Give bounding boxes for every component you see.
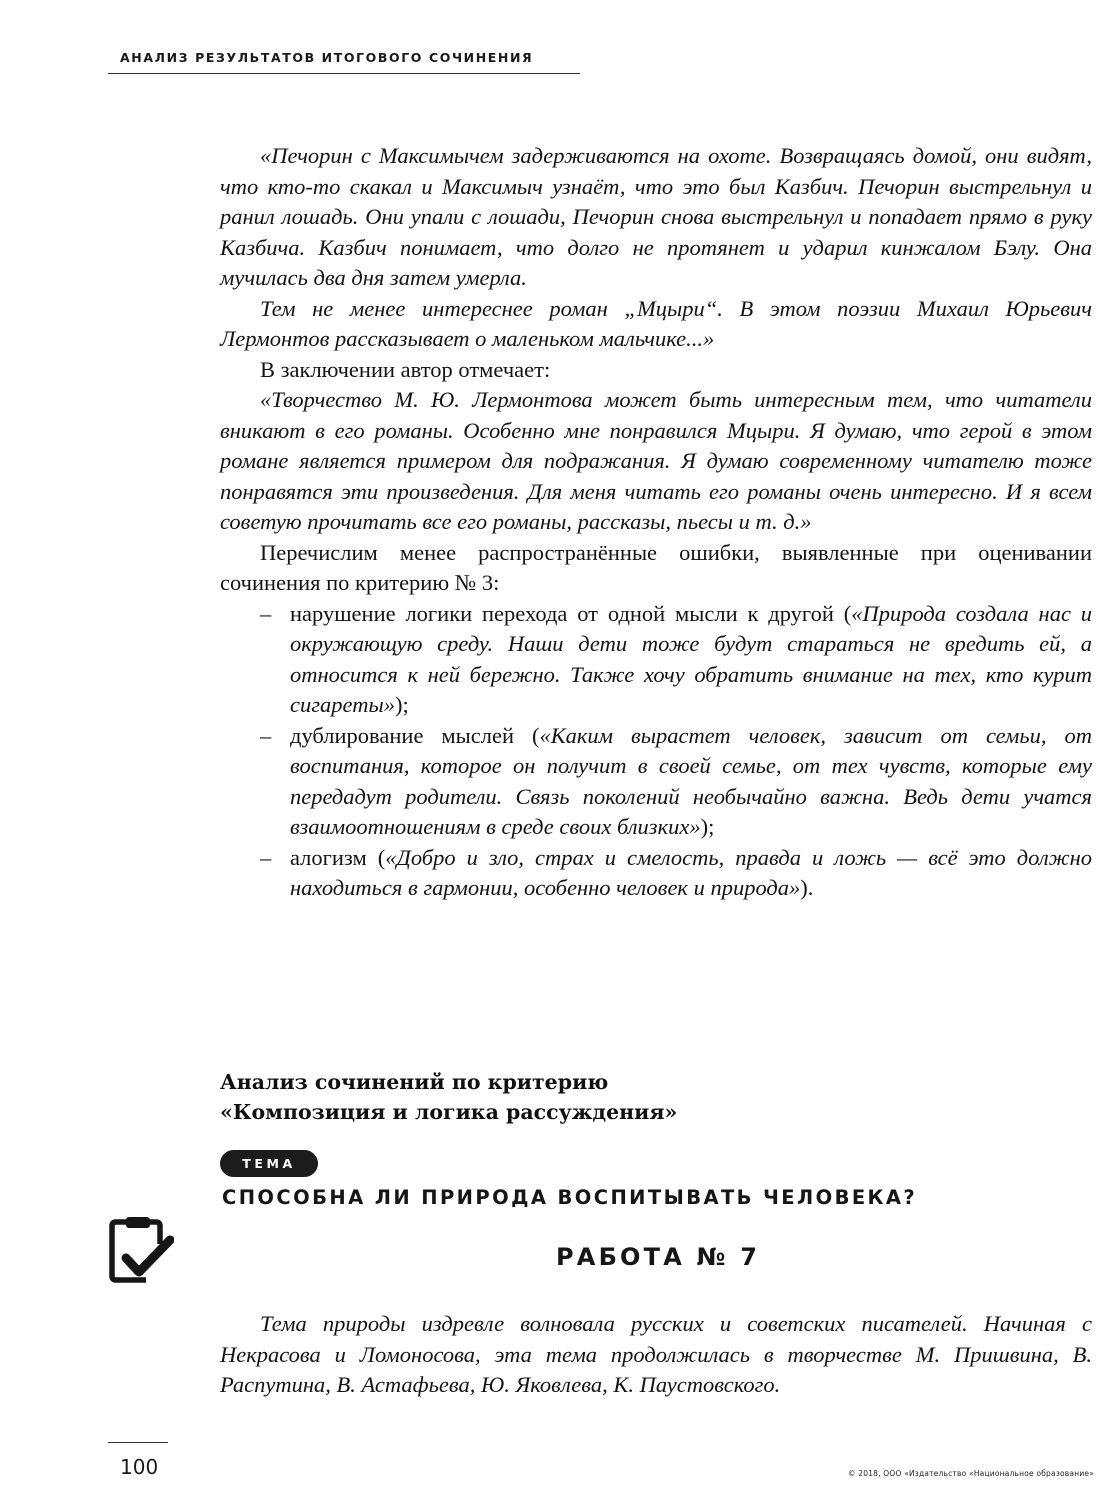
error-example: «Каким вырастет человек, зависит от семьи, от воспитания, которое он получит в своей семье, от тех чувств, которые ему передадут родители. Связь поколений необычайно важна. Ведь дети учатся взаимоотношениям в среде своих близких» (290, 722, 1092, 839)
error-item-alogism (220, 843, 1092, 904)
quoted-essay-fragment (220, 141, 1092, 904)
list-dash: – (260, 600, 272, 626)
work-text (220, 1309, 1092, 1401)
header-divider (108, 73, 580, 74)
section-heading (220, 1067, 920, 1127)
conclusion-quote: «Творчество М. Ю. Лермонтова может быть интересным тем, что читатели вникают в его романы. Особенно мне понравился Мцыри. Я думаю, что герой в этом романе является примером для подражания. Я думаю современному читателю тоже понравятся эти произведения. Для меня читать его романы очень интересно. И я всем советую прочитать все его романы, рассказы, пьесы и т. д.» (220, 387, 1092, 534)
running-header: АНАЛИЗ РЕЗУЛЬТАТОВ ИТОГОВОГО СОЧИНЕНИЯ (120, 50, 534, 65)
error-item-logic (220, 599, 1092, 721)
error-end: ). (800, 875, 814, 900)
error-term: нарушение логики перехода от одной мысли к другой ( (290, 600, 852, 626)
clipboard-check-icon (106, 1214, 174, 1284)
error-term: дублирование мыслей ( (290, 722, 540, 748)
section-heading-line-1: Анализ сочинений по критерию (220, 1070, 609, 1094)
list-dash: – (260, 844, 272, 870)
errors-list (220, 599, 1092, 904)
quote-paragraph-2: Тем не менее интереснее роман „Мцыри“. В этом поэзии Михаил Юрьевич Лермонтов рассказывает о маленьком мальчике...» (220, 295, 1092, 351)
error-example: «Добро и зло, страх и смелость, правда и ложь — всё это должно находиться в гармонии, особенно человек и природа» (290, 844, 1093, 900)
footer-divider (108, 1442, 168, 1443)
conclusion-intro: В заключении автор отмечает: (260, 356, 551, 382)
page-number: 100 (120, 1455, 159, 1479)
error-end: ); (394, 692, 409, 717)
error-example: «Природа создала нас и окружающую среду. Наши дети тоже будут стараться не вредить ей, а относится к ней бережно. Также хочу обратить внимание на тех, кто курит сигареты» (290, 600, 1093, 717)
topic-title: СПОСОБНА ЛИ ПРИРОДА ВОСПИТЫВАТЬ ЧЕЛОВЕКА? (222, 1186, 918, 1209)
error-item-duplication (220, 721, 1092, 843)
list-dash: – (260, 722, 272, 748)
error-end: ); (700, 814, 715, 839)
copyright-notice: © 2018, ООО «Издательство «Национальное образование» (847, 1469, 1094, 1478)
tema-badge: ТЕМА (220, 1150, 318, 1177)
errors-intro: Перечислим менее распространённые ошибки, выявленные при оценивании сочинения по критерию № 3: (220, 539, 1092, 595)
quote-paragraph-1: «Печорин с Максимычем задерживаются на охоте. Возвращаясь домой, они видят, что кто-то скакал и Максимыч узнаёт, что это был Казбич. Печорин выстрельнул и ранил лошадь. Они упали с лошади, Печорин снова выстрельнул и попадает прямо в руку Казбича. Казбич понимает, что долго не протянет и ударил кинжалом Бэлу. Она мучилась два дня затем умерла. (220, 143, 1092, 290)
section-heading-line-2: «Композиция и логика рассуждения» (220, 1100, 678, 1124)
error-term: алогизм ( (290, 844, 386, 870)
work-title: РАБОТА № 7 (556, 1243, 761, 1271)
work-paragraph: Тема природы издревле волновала русских и советских писателей. Начиная с Некрасова и Ломоносова, эта тема продолжилась в творчестве М. Пришвина, В. Распутина, В. Астафьева, Ю. Яковлева, К. Паустовского. (220, 1311, 1092, 1397)
